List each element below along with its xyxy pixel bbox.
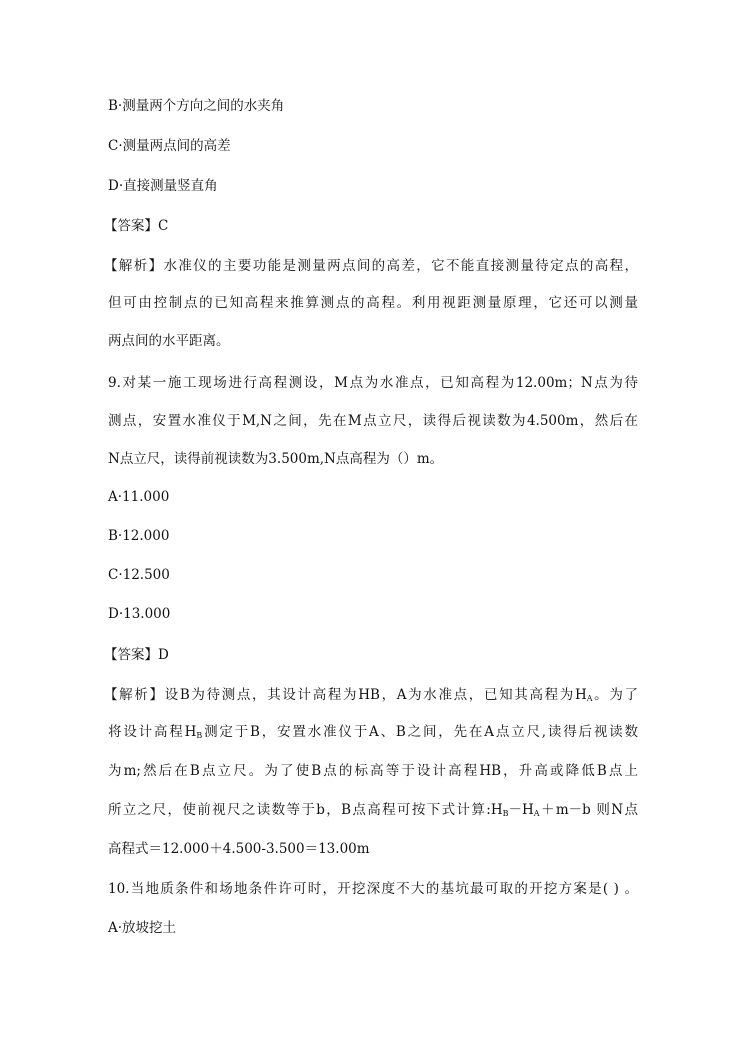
option-c: C·测量两点间的高差 — [108, 138, 231, 154]
answer: 【答案】D — [104, 647, 169, 663]
option-a: A·放坡挖土 — [108, 920, 177, 936]
explanation-line: 两点间的水平距离。 — [108, 333, 230, 349]
option-d: D·直接测量竖直角 — [108, 178, 218, 194]
question-9-line: 9.对某一施工现场进行高程测设，M点为水准点，已知高程为12.00m；N点为待 — [108, 375, 638, 391]
question-9-line: 测点，安置水准仪于M,N之间，先在M点立尺，读得后视读数为4.500m，然后在 — [108, 413, 638, 429]
explanation-line: 为m;然后在B点立尺。为了使B点的标高等于设计高程HB，升高或降低B点上 — [108, 763, 638, 779]
explanation-line: 【解析】设B为待测点，其设计高程为HB，A为水准点，已知其高程为$H_A$。为了 — [104, 687, 639, 703]
option-b: B·测量两个方向之间的水夹角 — [108, 98, 285, 114]
option-a: A·11.000 — [108, 489, 170, 505]
explanation-line: 【解析】水准仪的主要功能是测量两点间的高差，它不能直接测量待定点的高程， — [104, 258, 638, 274]
explanation-line: 所立之尺，使前视尺之读数等于b，B点高程可按下式计算$:H_B-H_A+m-b$ 则N点 — [108, 802, 638, 818]
option-c: C·12.500 — [108, 567, 170, 583]
explanation-line: 高程式＝12.000＋4.500-3.500＝13.00m — [108, 841, 370, 857]
option-b: B·12.000 — [108, 528, 170, 544]
option-d: D·13.000 — [108, 606, 171, 622]
answer: 【答案】C — [104, 218, 169, 234]
explanation-line: 将设计高程$H_B$测定于B，安置水准仪于A、B之间，先在A点立尺,读得后视读数 — [108, 724, 638, 740]
explanation-line: 但可由控制点的已知高程来推算测点的高程。利用视距测量原理，它还可以测量 — [108, 295, 638, 311]
question-9-line: N点立尺，读得前视读数为3.500m,N点高程为（）m。 — [108, 451, 444, 467]
question-10: 10.当地质条件和场地条件许可时，开挖深度不大的基坑最可取的开挖方案是( ) 。 — [108, 881, 638, 897]
